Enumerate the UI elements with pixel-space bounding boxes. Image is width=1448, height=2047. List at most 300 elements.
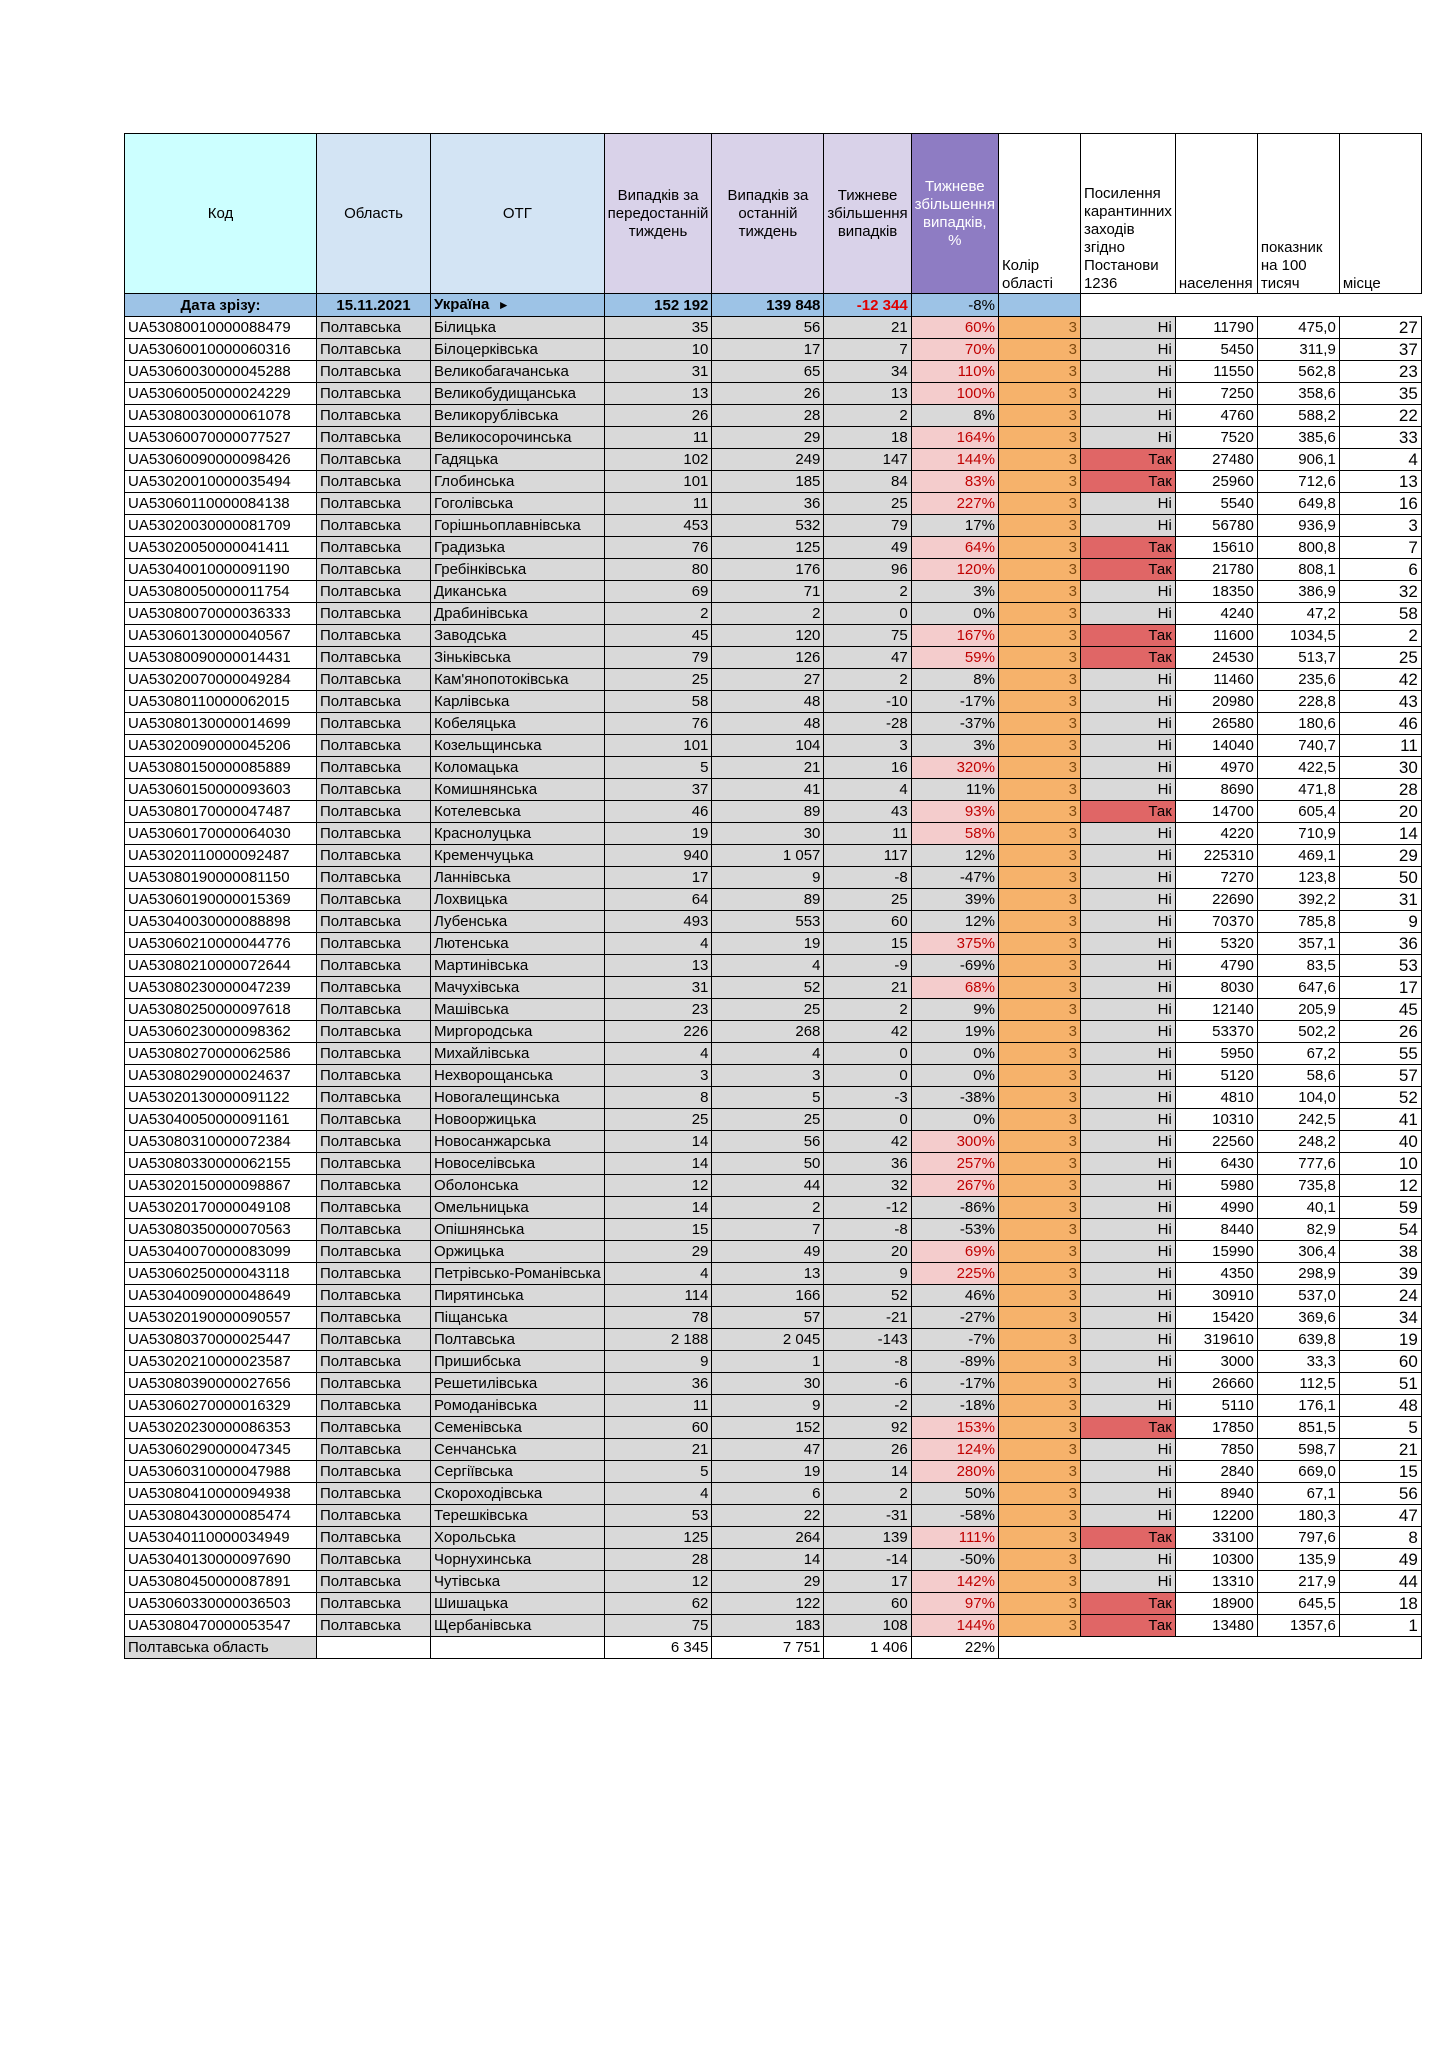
- cell-oblast[interactable]: Полтавська: [317, 867, 431, 889]
- cell-rate[interactable]: 1034,5: [1257, 625, 1339, 647]
- cell-rate[interactable]: 176,1: [1257, 1395, 1339, 1417]
- cell-rate[interactable]: 306,4: [1257, 1241, 1339, 1263]
- cell-color[interactable]: 3: [998, 845, 1080, 867]
- cell-color[interactable]: 3: [998, 1175, 1080, 1197]
- cell-weekly-change-pct[interactable]: 144%: [911, 1615, 998, 1637]
- cell-oblast[interactable]: Полтавська: [317, 317, 431, 339]
- cell-weekly-change[interactable]: -21: [824, 1307, 911, 1329]
- cell-quarantine[interactable]: Так: [1080, 449, 1175, 471]
- table-row[interactable]: [125, 1549, 1422, 1571]
- cell-last-week[interactable]: 28: [712, 405, 824, 427]
- cell-rate[interactable]: 469,1: [1257, 845, 1339, 867]
- cell-otg[interactable]: Ромоданівська: [431, 1395, 605, 1417]
- cell-weekly-change-pct[interactable]: -50%: [911, 1549, 998, 1571]
- cell-quarantine[interactable]: Ні: [1080, 911, 1175, 933]
- cell-code[interactable]: UA53080250000097618: [125, 999, 317, 1021]
- cell-last-week[interactable]: 41: [712, 779, 824, 801]
- cell-prev-week[interactable]: 25: [604, 1109, 712, 1131]
- header-weekly-change-pct[interactable]: Тижневе збільшення випадків, %: [911, 134, 998, 294]
- cell-quarantine[interactable]: Так: [1080, 471, 1175, 493]
- cell-otg[interactable]: Котелевська: [431, 801, 605, 823]
- cell-code[interactable]: UA53080190000081150: [125, 867, 317, 889]
- cell-population[interactable]: 7270: [1175, 867, 1257, 889]
- cell-oblast[interactable]: Полтавська: [317, 933, 431, 955]
- cell-code[interactable]: UA53020090000045206: [125, 735, 317, 757]
- cell-weekly-change-pct[interactable]: -37%: [911, 713, 998, 735]
- cell-code[interactable]: UA53060010000060316: [125, 339, 317, 361]
- cell-oblast[interactable]: Полтавська: [317, 1153, 431, 1175]
- cell-oblast[interactable]: Полтавська: [317, 1175, 431, 1197]
- cell-oblast[interactable]: Полтавська: [317, 823, 431, 845]
- cell-weekly-change[interactable]: 2: [824, 405, 911, 427]
- cell-weekly-change[interactable]: 16: [824, 757, 911, 779]
- cell-oblast[interactable]: Полтавська: [317, 1285, 431, 1307]
- cell-last-week[interactable]: 152: [712, 1417, 824, 1439]
- table-row[interactable]: [125, 1175, 1422, 1197]
- table-row[interactable]: [125, 339, 1422, 361]
- cell-otg[interactable]: Глобинська: [431, 471, 605, 493]
- cell-rate[interactable]: 357,1: [1257, 933, 1339, 955]
- cell-prev-week[interactable]: 101: [604, 735, 712, 757]
- cell-code[interactable]: UA53080470000053547: [125, 1615, 317, 1637]
- cell-prev-week[interactable]: 10: [604, 339, 712, 361]
- cell-color[interactable]: 3: [998, 1153, 1080, 1175]
- cell-population[interactable]: 11460: [1175, 669, 1257, 691]
- cell-otg[interactable]: Петрівсько-Романівська: [431, 1263, 605, 1285]
- cell-oblast[interactable]: Полтавська: [317, 537, 431, 559]
- cell-place[interactable]: 1: [1339, 1615, 1421, 1637]
- cell-color[interactable]: 3: [998, 1417, 1080, 1439]
- cell-prev-week[interactable]: 53: [604, 1505, 712, 1527]
- cell-last-week[interactable]: 19: [712, 933, 824, 955]
- cell-weekly-change-pct[interactable]: 300%: [911, 1131, 998, 1153]
- cell-prev-week[interactable]: 226: [604, 1021, 712, 1043]
- cell-weekly-change[interactable]: 139: [824, 1527, 911, 1549]
- cell-population[interactable]: 4350: [1175, 1263, 1257, 1285]
- cell-prev-week[interactable]: 14: [604, 1153, 712, 1175]
- cell-weekly-change[interactable]: 2: [824, 581, 911, 603]
- table-row[interactable]: [125, 361, 1422, 383]
- cell-place[interactable]: 56: [1339, 1483, 1421, 1505]
- cell-population[interactable]: 5980: [1175, 1175, 1257, 1197]
- cell-weekly-change[interactable]: 36: [824, 1153, 911, 1175]
- cell-rate[interactable]: 562,8: [1257, 361, 1339, 383]
- cell-weekly-change[interactable]: 60: [824, 911, 911, 933]
- cell-quarantine[interactable]: Ні: [1080, 779, 1175, 801]
- cell-prev-week[interactable]: 80: [604, 559, 712, 581]
- cell-code[interactable]: UA53060190000015369: [125, 889, 317, 911]
- cell-last-week[interactable]: 6: [712, 1483, 824, 1505]
- cell-place[interactable]: 42: [1339, 669, 1421, 691]
- cell-weekly-change[interactable]: 2: [824, 1483, 911, 1505]
- table-row[interactable]: [125, 1043, 1422, 1065]
- cell-oblast[interactable]: Полтавська: [317, 1329, 431, 1351]
- cell-code[interactable]: UA53040030000088898: [125, 911, 317, 933]
- cell-otg[interactable]: Сенчанська: [431, 1439, 605, 1461]
- cell-place[interactable]: 10: [1339, 1153, 1421, 1175]
- cell-otg[interactable]: Машівська: [431, 999, 605, 1021]
- cell-prev-week[interactable]: 5: [604, 1461, 712, 1483]
- cell-weekly-change[interactable]: 43: [824, 801, 911, 823]
- cell-otg[interactable]: Мачухівська: [431, 977, 605, 999]
- cell-otg[interactable]: Миргородська: [431, 1021, 605, 1043]
- cell-last-week[interactable]: 47: [712, 1439, 824, 1461]
- table-row[interactable]: [125, 955, 1422, 977]
- cell-weekly-change-pct[interactable]: 60%: [911, 317, 998, 339]
- cell-oblast[interactable]: Полтавська: [317, 1065, 431, 1087]
- cell-population[interactable]: 4240: [1175, 603, 1257, 625]
- header-code[interactable]: Код: [125, 134, 317, 294]
- cell-rate[interactable]: 740,7: [1257, 735, 1339, 757]
- cell-code[interactable]: UA53080090000014431: [125, 647, 317, 669]
- cell-otg[interactable]: Хорольська: [431, 1527, 605, 1549]
- cell-otg[interactable]: Піщанська: [431, 1307, 605, 1329]
- table-row[interactable]: [125, 845, 1422, 867]
- cell-weekly-change-pct[interactable]: 225%: [911, 1263, 998, 1285]
- cell-weekly-change-pct[interactable]: 110%: [911, 361, 998, 383]
- cell-place[interactable]: 9: [1339, 911, 1421, 933]
- cell-color[interactable]: 3: [998, 449, 1080, 471]
- cell-code[interactable]: UA53080330000062155: [125, 1153, 317, 1175]
- cell-rate[interactable]: 358,6: [1257, 383, 1339, 405]
- cell-population[interactable]: 8440: [1175, 1219, 1257, 1241]
- table-row[interactable]: [125, 603, 1422, 625]
- table-row[interactable]: [125, 1527, 1422, 1549]
- cell-rate[interactable]: 502,2: [1257, 1021, 1339, 1043]
- cell-oblast[interactable]: Полтавська: [317, 955, 431, 977]
- cell-weekly-change[interactable]: 96: [824, 559, 911, 581]
- cell-rate[interactable]: 712,6: [1257, 471, 1339, 493]
- cell-quarantine[interactable]: Так: [1080, 625, 1175, 647]
- cell-weekly-change[interactable]: 92: [824, 1417, 911, 1439]
- cell-weekly-change[interactable]: 4: [824, 779, 911, 801]
- cell-last-week[interactable]: 65: [712, 361, 824, 383]
- cell-otg[interactable]: Гадяцька: [431, 449, 605, 471]
- cell-population[interactable]: 4810: [1175, 1087, 1257, 1109]
- cell-color[interactable]: 3: [998, 1065, 1080, 1087]
- cell-oblast[interactable]: Полтавська: [317, 1395, 431, 1417]
- cell-code[interactable]: UA53060250000043118: [125, 1263, 317, 1285]
- cell-oblast[interactable]: Полтавська: [317, 1087, 431, 1109]
- cell-otg[interactable]: Гребінківська: [431, 559, 605, 581]
- cell-last-week[interactable]: 50: [712, 1153, 824, 1175]
- cell-place[interactable]: 38: [1339, 1241, 1421, 1263]
- cell-last-week[interactable]: 268: [712, 1021, 824, 1043]
- cell-otg[interactable]: Новооржицька: [431, 1109, 605, 1131]
- cell-weekly-change[interactable]: -8: [824, 1351, 911, 1373]
- cell-place[interactable]: 57: [1339, 1065, 1421, 1087]
- cell-otg[interactable]: Градизька: [431, 537, 605, 559]
- cell-otg[interactable]: Диканська: [431, 581, 605, 603]
- cell-otg[interactable]: Лютенська: [431, 933, 605, 955]
- cell-place[interactable]: 41: [1339, 1109, 1421, 1131]
- cell-last-week[interactable]: 49: [712, 1241, 824, 1263]
- cell-place[interactable]: 23: [1339, 361, 1421, 383]
- cell-prev-week[interactable]: 4: [604, 1263, 712, 1285]
- cell-prev-week[interactable]: 21: [604, 1439, 712, 1461]
- cell-quarantine[interactable]: Ні: [1080, 713, 1175, 735]
- cell-population[interactable]: 12140: [1175, 999, 1257, 1021]
- cell-code[interactable]: UA53060210000044776: [125, 933, 317, 955]
- cell-rate[interactable]: 785,8: [1257, 911, 1339, 933]
- cell-oblast[interactable]: Полтавська: [317, 1131, 431, 1153]
- cell-population[interactable]: 13480: [1175, 1615, 1257, 1637]
- cell-rate[interactable]: 386,9: [1257, 581, 1339, 603]
- cell-weekly-change[interactable]: 11: [824, 823, 911, 845]
- cell-otg[interactable]: Пришибська: [431, 1351, 605, 1373]
- cell-weekly-change-pct[interactable]: 0%: [911, 603, 998, 625]
- cell-otg[interactable]: Великосорочинська: [431, 427, 605, 449]
- cell-weekly-change-pct[interactable]: -47%: [911, 867, 998, 889]
- cell-quarantine[interactable]: Ні: [1080, 427, 1175, 449]
- cell-quarantine[interactable]: Ні: [1080, 1483, 1175, 1505]
- cell-population[interactable]: 30910: [1175, 1285, 1257, 1307]
- cell-otg[interactable]: Семенівська: [431, 1417, 605, 1439]
- cell-place[interactable]: 18: [1339, 1593, 1421, 1615]
- table-row[interactable]: [125, 1505, 1422, 1527]
- cell-code[interactable]: UA53020150000098867: [125, 1175, 317, 1197]
- cell-prev-week[interactable]: 125: [604, 1527, 712, 1549]
- cell-prev-week[interactable]: 2: [604, 603, 712, 625]
- cell-last-week[interactable]: 1 057: [712, 845, 824, 867]
- cell-population[interactable]: 20980: [1175, 691, 1257, 713]
- cell-weekly-change[interactable]: 60: [824, 1593, 911, 1615]
- cell-place[interactable]: 34: [1339, 1307, 1421, 1329]
- cell-population[interactable]: 15610: [1175, 537, 1257, 559]
- header-weekly-change[interactable]: Тижневе збільшення випадків: [824, 134, 911, 294]
- cell-color[interactable]: 3: [998, 515, 1080, 537]
- cell-oblast[interactable]: Полтавська: [317, 383, 431, 405]
- header-last-week[interactable]: Випадків за останній тиждень: [712, 134, 824, 294]
- cell-color[interactable]: 3: [998, 1285, 1080, 1307]
- cell-prev-week[interactable]: 60: [604, 1417, 712, 1439]
- table-row[interactable]: [125, 1153, 1422, 1175]
- cell-rate[interactable]: 710,9: [1257, 823, 1339, 845]
- cell-place[interactable]: 27: [1339, 317, 1421, 339]
- cell-oblast[interactable]: Полтавська: [317, 691, 431, 713]
- table-row[interactable]: [125, 625, 1422, 647]
- cell-weekly-change-pct[interactable]: 120%: [911, 559, 998, 581]
- cell-last-week[interactable]: 25: [712, 999, 824, 1021]
- cell-weekly-change-pct[interactable]: 59%: [911, 647, 998, 669]
- cell-prev-week[interactable]: 62: [604, 1593, 712, 1615]
- cell-code[interactable]: UA53020070000049284: [125, 669, 317, 691]
- cell-last-week[interactable]: 4: [712, 955, 824, 977]
- cell-otg[interactable]: Білоцерківська: [431, 339, 605, 361]
- cell-quarantine[interactable]: Ні: [1080, 735, 1175, 757]
- table-row[interactable]: [125, 471, 1422, 493]
- table-row[interactable]: [125, 1065, 1422, 1087]
- cell-last-week[interactable]: 29: [712, 427, 824, 449]
- cell-oblast[interactable]: Полтавська: [317, 449, 431, 471]
- cell-weekly-change-pct[interactable]: 257%: [911, 1153, 998, 1175]
- cell-weekly-change[interactable]: 79: [824, 515, 911, 537]
- cell-population[interactable]: 24530: [1175, 647, 1257, 669]
- cell-otg[interactable]: Щербанівська: [431, 1615, 605, 1637]
- cell-weekly-change-pct[interactable]: 3%: [911, 581, 998, 603]
- cell-oblast[interactable]: Полтавська: [317, 999, 431, 1021]
- cell-color[interactable]: 3: [998, 1329, 1080, 1351]
- cell-weekly-change[interactable]: 25: [824, 493, 911, 515]
- cell-prev-week[interactable]: 114: [604, 1285, 712, 1307]
- cell-oblast[interactable]: Полтавська: [317, 1571, 431, 1593]
- cell-population[interactable]: 33100: [1175, 1527, 1257, 1549]
- cell-code[interactable]: UA53020030000081709: [125, 515, 317, 537]
- cell-quarantine[interactable]: Ні: [1080, 1351, 1175, 1373]
- cell-place[interactable]: 22: [1339, 405, 1421, 427]
- cell-code[interactable]: UA53060270000016329: [125, 1395, 317, 1417]
- cell-population[interactable]: 26660: [1175, 1373, 1257, 1395]
- cell-prev-week[interactable]: 28: [604, 1549, 712, 1571]
- cell-prev-week[interactable]: 17: [604, 867, 712, 889]
- cell-prev-week[interactable]: 12: [604, 1571, 712, 1593]
- cell-place[interactable]: 14: [1339, 823, 1421, 845]
- cell-color[interactable]: 3: [998, 361, 1080, 383]
- cell-weekly-change-pct[interactable]: 8%: [911, 405, 998, 427]
- header-place[interactable]: місце: [1339, 134, 1421, 294]
- table-row[interactable]: [125, 1307, 1422, 1329]
- table-row[interactable]: [125, 977, 1422, 999]
- cell-weekly-change[interactable]: 25: [824, 889, 911, 911]
- cell-oblast[interactable]: Полтавська: [317, 889, 431, 911]
- cell-otg[interactable]: Краснолуцька: [431, 823, 605, 845]
- cell-quarantine[interactable]: Ні: [1080, 1263, 1175, 1285]
- cell-quarantine[interactable]: Так: [1080, 1593, 1175, 1615]
- table-row[interactable]: [125, 713, 1422, 735]
- cell-quarantine[interactable]: Ні: [1080, 1175, 1175, 1197]
- cell-code[interactable]: UA53040130000097690: [125, 1549, 317, 1571]
- cell-prev-week[interactable]: 78: [604, 1307, 712, 1329]
- cell-weekly-change[interactable]: 2: [824, 669, 911, 691]
- cell-otg[interactable]: Оболонська: [431, 1175, 605, 1197]
- cell-color[interactable]: 3: [998, 1131, 1080, 1153]
- cell-last-week[interactable]: 56: [712, 1131, 824, 1153]
- cell-prev-week[interactable]: 13: [604, 383, 712, 405]
- cell-rate[interactable]: 800,8: [1257, 537, 1339, 559]
- cell-last-week[interactable]: 185: [712, 471, 824, 493]
- cell-weekly-change-pct[interactable]: 0%: [911, 1109, 998, 1131]
- cell-weekly-change-pct[interactable]: 3%: [911, 735, 998, 757]
- cell-quarantine[interactable]: Ні: [1080, 845, 1175, 867]
- cell-last-week[interactable]: 26: [712, 383, 824, 405]
- cell-rate[interactable]: 180,6: [1257, 713, 1339, 735]
- cell-weekly-change[interactable]: 108: [824, 1615, 911, 1637]
- cell-otg[interactable]: Ланнівська: [431, 867, 605, 889]
- cell-last-week[interactable]: 17: [712, 339, 824, 361]
- cell-place[interactable]: 31: [1339, 889, 1421, 911]
- cell-prev-week[interactable]: 8: [604, 1087, 712, 1109]
- cell-code[interactable]: UA53080230000047239: [125, 977, 317, 999]
- cell-place[interactable]: 4: [1339, 449, 1421, 471]
- cell-population[interactable]: 56780: [1175, 515, 1257, 537]
- cell-last-week[interactable]: 122: [712, 1593, 824, 1615]
- table-row[interactable]: [125, 779, 1422, 801]
- cell-population[interactable]: 3000: [1175, 1351, 1257, 1373]
- cell-quarantine[interactable]: Ні: [1080, 669, 1175, 691]
- cell-quarantine[interactable]: Ні: [1080, 757, 1175, 779]
- cell-place[interactable]: 19: [1339, 1329, 1421, 1351]
- cell-weekly-change-pct[interactable]: 68%: [911, 977, 998, 999]
- cell-oblast[interactable]: Полтавська: [317, 1109, 431, 1131]
- cell-prev-week[interactable]: 36: [604, 1373, 712, 1395]
- cell-quarantine[interactable]: Ні: [1080, 1131, 1175, 1153]
- cell-rate[interactable]: 123,8: [1257, 867, 1339, 889]
- table-row[interactable]: [125, 911, 1422, 933]
- cell-prev-week[interactable]: 9: [604, 1351, 712, 1373]
- table-row[interactable]: [125, 1417, 1422, 1439]
- cell-color[interactable]: 3: [998, 493, 1080, 515]
- cell-last-week[interactable]: 120: [712, 625, 824, 647]
- cell-color[interactable]: 3: [998, 757, 1080, 779]
- cell-prev-week[interactable]: 4: [604, 1043, 712, 1065]
- cell-oblast[interactable]: Полтавська: [317, 1439, 431, 1461]
- cell-population[interactable]: 6430: [1175, 1153, 1257, 1175]
- cell-weekly-change[interactable]: 15: [824, 933, 911, 955]
- cell-weekly-change-pct[interactable]: 227%: [911, 493, 998, 515]
- cell-color[interactable]: 3: [998, 1219, 1080, 1241]
- cell-rate[interactable]: 851,5: [1257, 1417, 1339, 1439]
- cell-otg[interactable]: Драбинівська: [431, 603, 605, 625]
- cell-oblast[interactable]: Полтавська: [317, 603, 431, 625]
- cell-code[interactable]: UA53060170000064030: [125, 823, 317, 845]
- cell-place[interactable]: 55: [1339, 1043, 1421, 1065]
- header-quarantine[interactable]: Посилення карантинних заходів згідно Постанови 1236: [1080, 134, 1175, 294]
- cell-weekly-change-pct[interactable]: 19%: [911, 1021, 998, 1043]
- cell-place[interactable]: 17: [1339, 977, 1421, 999]
- cell-weekly-change[interactable]: 21: [824, 317, 911, 339]
- cell-quarantine[interactable]: Ні: [1080, 1241, 1175, 1263]
- cell-rate[interactable]: 513,7: [1257, 647, 1339, 669]
- cell-code[interactable]: UA53080010000088479: [125, 317, 317, 339]
- cell-oblast[interactable]: Полтавська: [317, 845, 431, 867]
- cell-color[interactable]: 3: [998, 801, 1080, 823]
- cell-prev-week[interactable]: 58: [604, 691, 712, 713]
- cell-prev-week[interactable]: 69: [604, 581, 712, 603]
- cell-last-week[interactable]: 22: [712, 1505, 824, 1527]
- cell-prev-week[interactable]: 37: [604, 779, 712, 801]
- table-row[interactable]: [125, 1351, 1422, 1373]
- cell-last-week[interactable]: 13: [712, 1263, 824, 1285]
- cell-last-week[interactable]: 48: [712, 713, 824, 735]
- cell-prev-week[interactable]: 5: [604, 757, 712, 779]
- cell-weekly-change[interactable]: -2: [824, 1395, 911, 1417]
- cell-population[interactable]: 14700: [1175, 801, 1257, 823]
- table-row[interactable]: [125, 1395, 1422, 1417]
- cell-quarantine[interactable]: Ні: [1080, 515, 1175, 537]
- table-row[interactable]: [125, 1439, 1422, 1461]
- cell-quarantine[interactable]: Так: [1080, 801, 1175, 823]
- cell-weekly-change-pct[interactable]: 58%: [911, 823, 998, 845]
- table-row[interactable]: [125, 581, 1422, 603]
- cell-color[interactable]: 3: [998, 1307, 1080, 1329]
- cell-color[interactable]: 3: [998, 537, 1080, 559]
- cell-otg[interactable]: Чорнухинська: [431, 1549, 605, 1571]
- cell-code[interactable]: UA53080390000027656: [125, 1373, 317, 1395]
- cell-place[interactable]: 29: [1339, 845, 1421, 867]
- cell-quarantine[interactable]: Ні: [1080, 361, 1175, 383]
- cell-color[interactable]: 3: [998, 1351, 1080, 1373]
- cell-rate[interactable]: 906,1: [1257, 449, 1339, 471]
- cell-code[interactable]: UA53080350000070563: [125, 1219, 317, 1241]
- cell-population[interactable]: 10300: [1175, 1549, 1257, 1571]
- cell-oblast[interactable]: Полтавська: [317, 1307, 431, 1329]
- cell-last-week[interactable]: 3: [712, 1065, 824, 1087]
- cell-code[interactable]: UA53080030000061078: [125, 405, 317, 427]
- cell-place[interactable]: 2: [1339, 625, 1421, 647]
- cell-last-week[interactable]: 89: [712, 801, 824, 823]
- cell-weekly-change-pct[interactable]: 93%: [911, 801, 998, 823]
- cell-code[interactable]: UA53020170000049108: [125, 1197, 317, 1219]
